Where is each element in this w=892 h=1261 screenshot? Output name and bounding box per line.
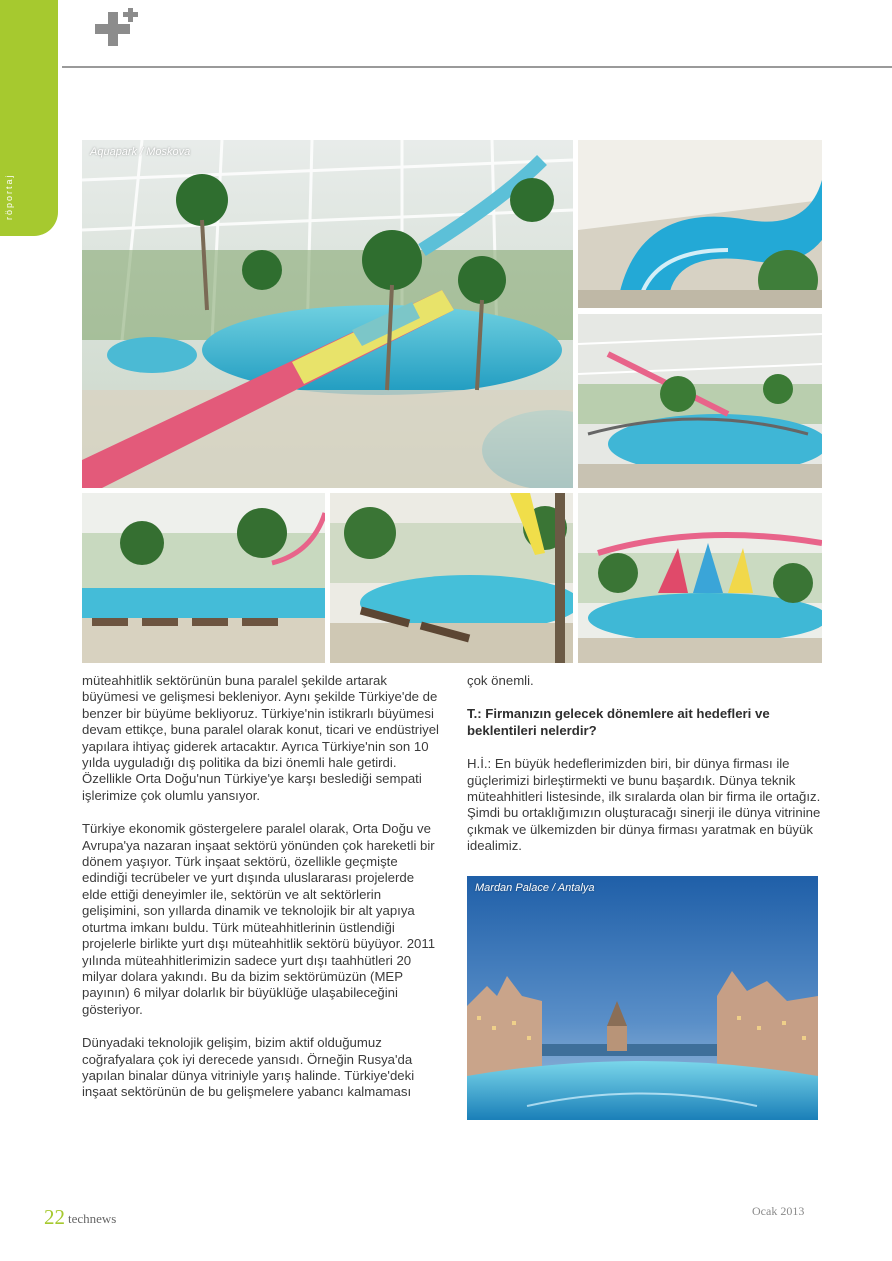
answer-text: En büyük hedeflerimizden biri, bir dünya firması ile güçlerimizi birleştirmekti ve bunu başardık. Dünya teknik müteahhitleri listesinde, ilk sıralarda olan bir firma ile ortağız. Şimdi bu ortaklığımızın oluşturacağı sinerji ile dünya vitrinine çıkmak ve ülkemizden bir dünya firması yaratmak en büyük idealimiz.: [467, 756, 821, 854]
issue-date: Ocak 2013: [752, 1204, 805, 1218]
magazine-name: technews: [68, 1211, 117, 1226]
photo-caption-aquapark: Aquapark / Moskova: [90, 146, 191, 158]
paragraph: çok önemli.: [467, 673, 534, 688]
aquapark-slide-photo: [578, 140, 822, 308]
aquapark-interior-photo: [578, 314, 822, 488]
paragraph: müteahhitlik sektörünün buna paralel şekilde artarak büyümesi ve gelişmesi bekleniyor. Aynı şekilde Türkiye'de de benzer bir büyüme bekliyoruz. Türkiye'nin istikrarlı büyümesi devam ettikçe, buna paralel olarak konut, ticari ve endüstriyel yapılara ihtiyaç giderek artacaktır. Ayrıca Türkiye'nin son 10 yılda uyguladığı dış politika da bizi önemli hale getirdi. Özellikle Orta Doğu'nun Türkiye'ye karşı beslediği sempati işlerimize çok olumlu yansıyor.: [82, 673, 439, 803]
section-label: röportaj: [4, 173, 14, 220]
answer-prefix: H.İ.:: [467, 756, 492, 772]
paragraph: Türkiye ekonomik göstergelere paralel olarak, Orta Doğu ve Avrupa'ya nazaran inşaat sektörü yönünden çok hareketli bir dönem yaşıyor. Türk inşaat sektörü, özellikle geçmişte edindiği tecrübeler ve yurt dışında uluslararası projelerde elde ettiği deneyimler ile, sektörün ve alt sektörlerin gelişimini, son yıllarda dinamik ve teknolojik bir alt yapıya oturtma imkanı buldu. Türk müteahhitlerinin üstlendiği projelerle birlikte yurt dışı müteahhitlik sektörü büyüyor. 2011 yılında müteahhitlerimizin sadece yurt dışı taahhütleri 20 milyar dolara yakındı. Bu da bizim sektörümüzün (MEP payının) 6 milyar dolarlık bir büyüklüğe ulaşabileceğini gösteriyor.: [82, 821, 436, 1017]
interview-answer: [467, 756, 825, 854]
paragraph: Dünyadaki teknolojik gelişim, bizim aktif olduğumuz coğrafyalara çok iyi derecede yansıdı. Örneğin Rusya'da yapılan binalar dünya vitriniyle yarış halinde. Türkiye'deki inşaat sektörünün de bu gelişmelere yabancı kalmaması: [82, 1035, 415, 1100]
mardan-palace-photo: [467, 876, 818, 1120]
aquapark-pool-photo: [330, 493, 573, 663]
section-tab: [0, 0, 58, 236]
article-right-column: [467, 673, 825, 872]
aquapark-main-photo: [82, 140, 573, 488]
aquapark-loungers-photo: [82, 493, 325, 663]
aquapark-sails-photo: [578, 493, 822, 663]
interview-question: T.: Firmanızın gelecek dönemlere ait hedefleri ve beklentileri nelerdir?: [467, 706, 770, 738]
header-rule: [62, 66, 892, 68]
article-left-column: [82, 673, 442, 1118]
plus-icon: [82, 8, 144, 60]
page-number: 22: [44, 1205, 65, 1229]
photo-caption-mardan: Mardan Palace / Antalya: [475, 882, 595, 894]
